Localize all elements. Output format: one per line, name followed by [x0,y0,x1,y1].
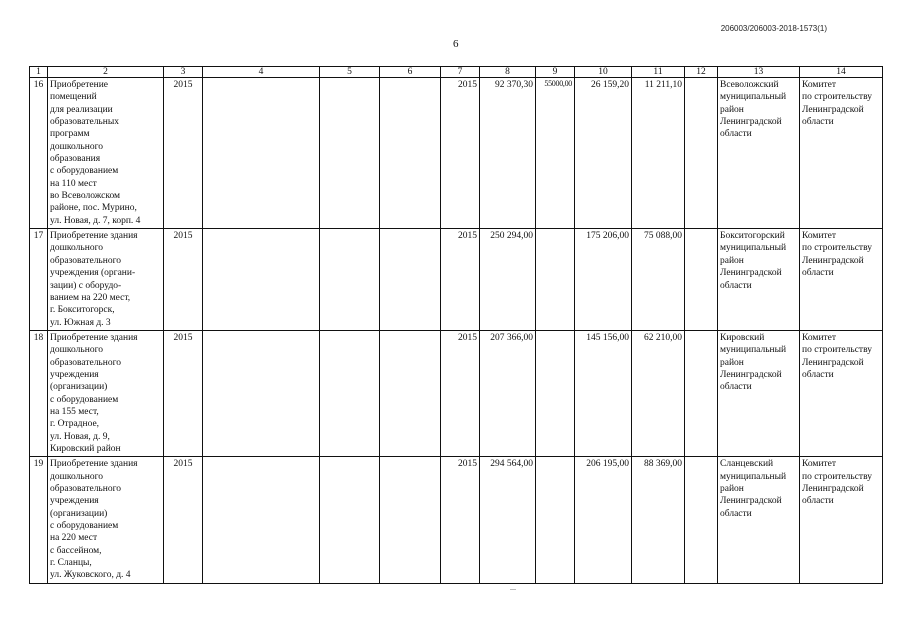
amount-cell [536,457,575,583]
amount-cell: 250 294,00 [480,229,536,331]
column-header: 13 [718,67,800,78]
table-cell [320,229,380,331]
year-cell: 2015 [164,330,203,456]
amount-cell: 206 195,00 [575,457,632,583]
year-cell: 2015 [164,457,203,583]
column-header: 4 [203,67,320,78]
table-cell [380,78,441,229]
column-header: 7 [441,67,480,78]
row-number: 18 [30,330,48,456]
table-cell [203,330,320,456]
object-name: Приобретение здания дошкольного образовательного учреждения (организации) с оборудованием на 220 мест с бассейном, г. Сланцы, ул. Жуковского, д. 4 [48,457,164,583]
column-header: 6 [380,67,441,78]
column-header: 5 [320,67,380,78]
column-header: 14 [800,67,883,78]
district-cell: Сланцевский муниципальный район Ленинградской области [718,457,800,583]
column-header: 2 [48,67,164,78]
object-name: Приобретение помещений для реализации образовательных программ дошкольного образования с оборудованием на 110 мест во Всеволожском районе, пос. Мурино, ул. Новая, д. 7, корп. 4 [48,78,164,229]
row-number: 17 [30,229,48,331]
customer-cell: Комитет по строительству Ленинградской области [800,330,883,456]
year-cell: 2015 [164,229,203,331]
table-cell [320,457,380,583]
column-header: 12 [685,67,718,78]
amount-cell: 92 370,30 [480,78,536,229]
year-cell: 2015 [441,229,480,331]
amount-cell: 145 156,00 [575,330,632,456]
amount-cell [536,330,575,456]
amount-cell: 26 159,20 [575,78,632,229]
year-cell: 2015 [441,78,480,229]
row-number: 16 [30,78,48,229]
year-cell: 2015 [164,78,203,229]
amount-cell: 175 206,00 [575,229,632,331]
column-header: 8 [480,67,536,78]
table-cell [685,78,718,229]
amount-cell [536,229,575,331]
column-header: 1 [30,67,48,78]
district-cell: Всеволожский муниципальный район Ленинградской области [718,78,800,229]
program-table [29,66,883,584]
customer-cell: Комитет по строительству Ленинградской области [800,229,883,331]
table-cell [320,330,380,456]
column-header: 10 [575,67,632,78]
table-cell [380,229,441,331]
header-row [30,67,883,78]
column-header: 9 [536,67,575,78]
table-row [30,457,883,583]
amount-cell: 55000,00 [536,78,575,229]
document-id: 206003/206003-2018-1573(1) [720,24,827,33]
table-cell [685,330,718,456]
year-cell: 2015 [441,330,480,456]
district-cell: Кировский муниципальный район Ленинградской области [718,330,800,456]
table-cell [203,457,320,583]
amount-cell: 294 564,00 [480,457,536,583]
column-header: 3 [164,67,203,78]
table-cell [320,78,380,229]
amount-cell: 62 210,00 [632,330,685,456]
amount-cell: 207 366,00 [480,330,536,456]
amount-cell: 11 211,10 [632,78,685,229]
district-cell: Бокситогорский муниципальный район Ленинградской области [718,229,800,331]
table-cell [203,78,320,229]
table-cell [685,229,718,331]
table-row [30,78,883,229]
row-number: 19 [30,457,48,583]
table-row [30,330,883,456]
amount-cell: 88 369,00 [632,457,685,583]
column-header: 11 [632,67,685,78]
customer-cell: Комитет по строительству Ленинградской области [800,78,883,229]
customer-cell: Комитет по строительству Ленинградской области [800,457,883,583]
amount-cell: 75 088,00 [632,229,685,331]
table-cell [203,229,320,331]
object-name: Приобретение здания дошкольного образовательного учреждения (организации) с оборудованием на 155 мест, г. Отрадное, ул. Новая, д. 9, Кировский район [48,330,164,456]
table-cell [380,457,441,583]
table-row [30,229,883,331]
table-cell [380,330,441,456]
page-number: 6 [453,38,459,50]
object-name: Приобретение здания дошкольного образовательного учреждения (органи- зации) с оборудо- ванием на 220 мест, г. Бокситогорск, ул. Южная д. 3 [48,229,164,331]
year-cell: 2015 [441,457,480,583]
scan-artifact [510,589,516,590]
table-cell [685,457,718,583]
